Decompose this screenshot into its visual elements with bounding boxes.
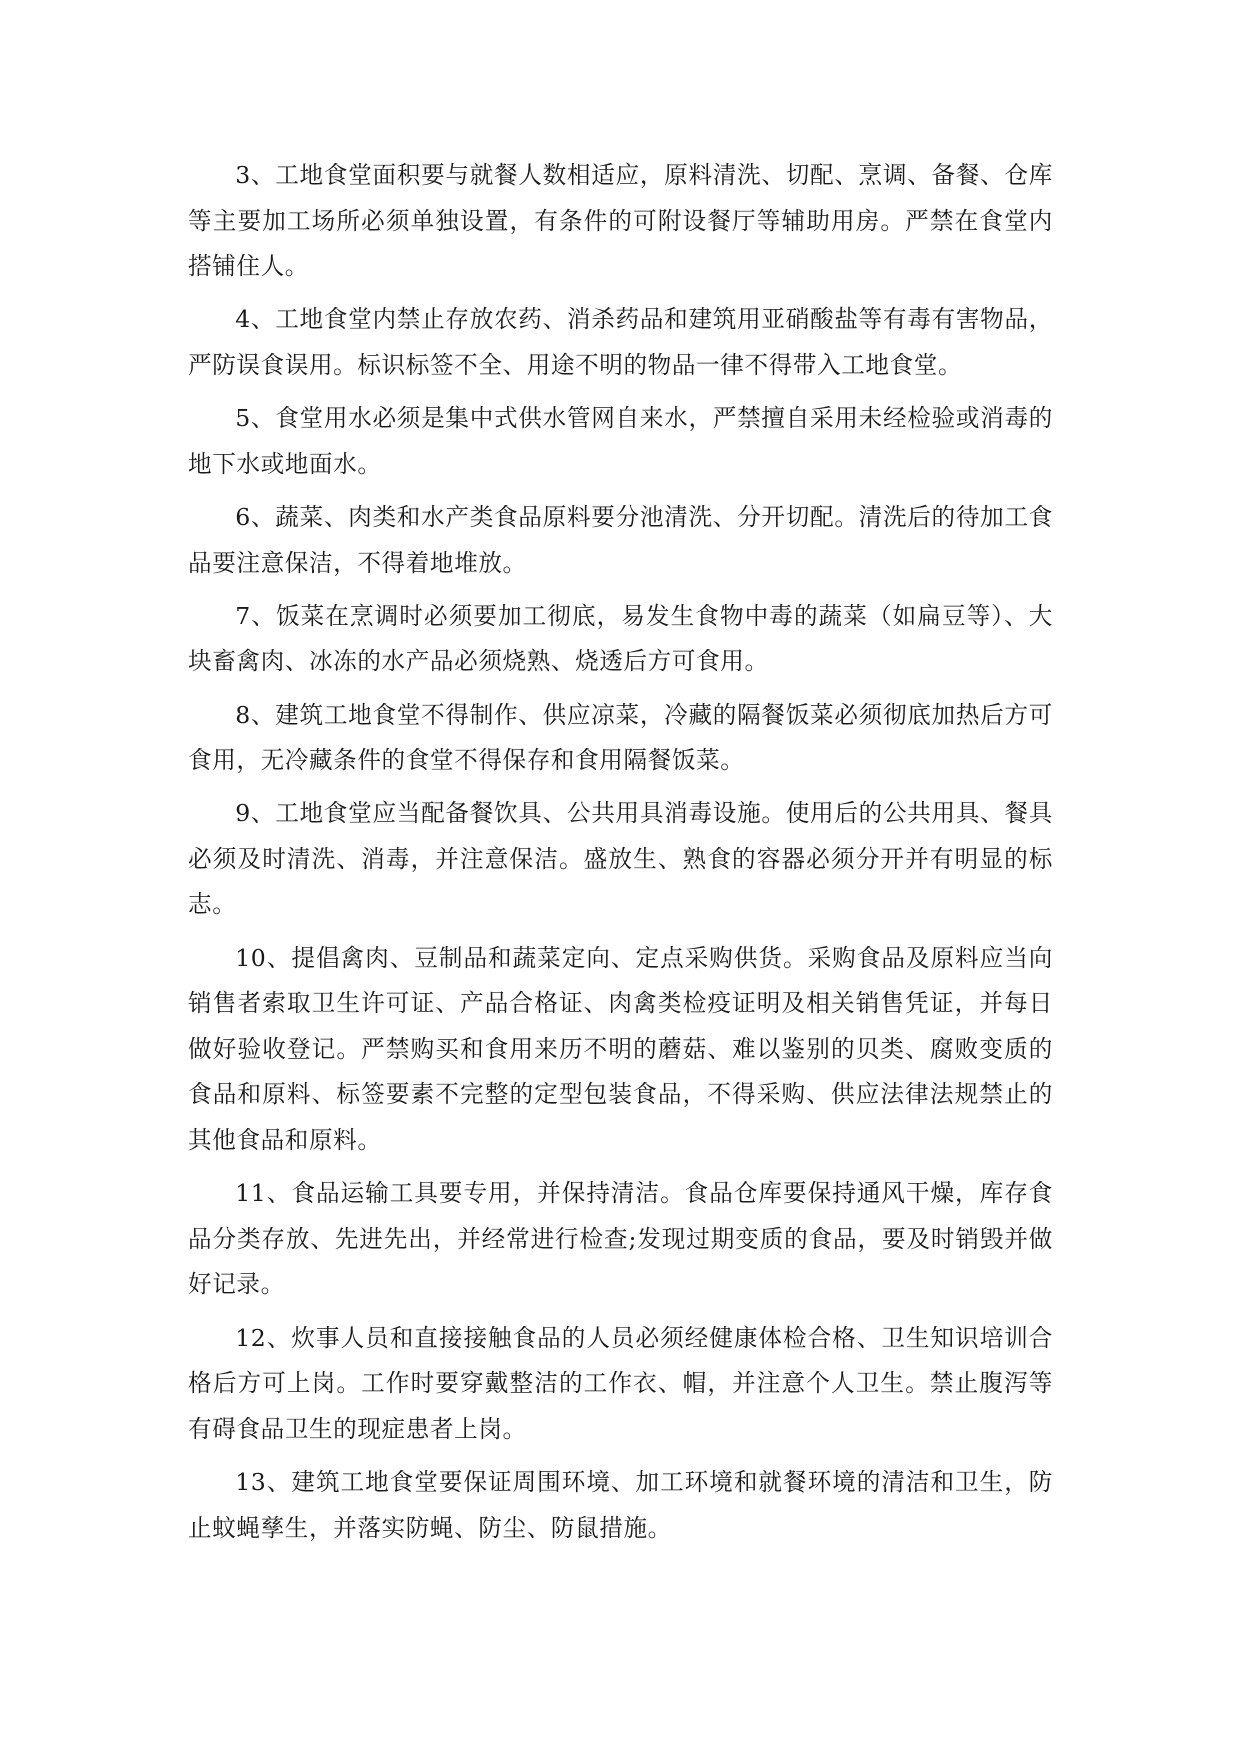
paragraph-item-5: 5、食堂用水必须是集中式供水管网自来水，严禁擅自采用未经检验或消毒的地下水或地面水。 [188,404,1053,478]
paragraph-item-6: 6、蔬菜、肉类和水产类食品原料要分池清洗、分开切配。清洗后的待加工食品要注意保洁，不得着地堆放。 [188,502,1053,577]
document-body [188,153,1053,1559]
paragraph-item-8: 8、建筑工地食堂不得制作、供应凉菜，冷藏的隔餐饭菜必须彻底加热后方可食用，无冷藏条件的食堂不得保存和食用隔餐饭菜。 [188,700,1053,775]
paragraph-item-3: 3、工地食堂面积要与就餐人数相适应，原料清洗、切配、烹调、备餐、仓库等主要加工场所必须单独设置，有条件的可附设餐厅等辅助用房。严禁在食堂内搭铺住人。 [188,161,1053,281]
paragraph-item-4: 4、工地食堂内禁止存放农药、消杀药品和建筑用亚硝酸盐等有毒有害物品，严防误食误用。标识标签不全、用途不明的物品一律不得带入工地食堂。 [188,305,1053,379]
paragraph-item-10: 10、提倡禽肉、豆制品和蔬菜定向、定点采购供货。采购食品及原料应当向销售者索取卫生许可证、产品合格证、肉禽类检疫证明及相关销售凭证，并每日做好验收登记。严禁购买和食用来历不明的蘑菇、难以鉴别的贝类、腐败变质的食品和原料、标签要素不完整的定型包装食品，不得采购、供应法律法规禁止的其他食品和原料。 [188,943,1053,1155]
paragraph-item-7: 7、饭菜在烹调时必须要加工彻底，易发生食物中毒的蔬菜（如扁豆等）、大块畜禽肉、冰冻的水产品必须烧熟、烧透后方可食用。 [188,601,1053,676]
paragraph-item-13: 13、建筑工地食堂要保证周围环境、加工环境和就餐环境的清洁和卫生，防止蚊蝇孳生，并落实防蝇、防尘、防鼠措施。 [188,1467,1053,1542]
paragraph-item-9: 9、工地食堂应当配备餐饮具、公共用具消毒设施。使用后的公共用具、餐具必须及时清洗、消毒，并注意保洁。盛放生、熟食的容器必须分开并有明显的标志。 [188,799,1053,919]
paragraph-item-11: 11、食品运输工具要专用，并保持清洁。食品仓库要保持通风干燥，库存食品分类存放、先进先出，并经常进行检查;发现过期变质的食品，要及时销毁并做好记录。 [188,1179,1053,1299]
paragraph-item-12: 12、炊事人员和直接接触食品的人员必须经健康体检合格、卫生知识培训合格后方可上岗。工作时要穿戴整洁的工作衣、帽，并注意个人卫生。禁止腹泻等有碍食品卫生的现症患者上岗。 [188,1323,1053,1443]
